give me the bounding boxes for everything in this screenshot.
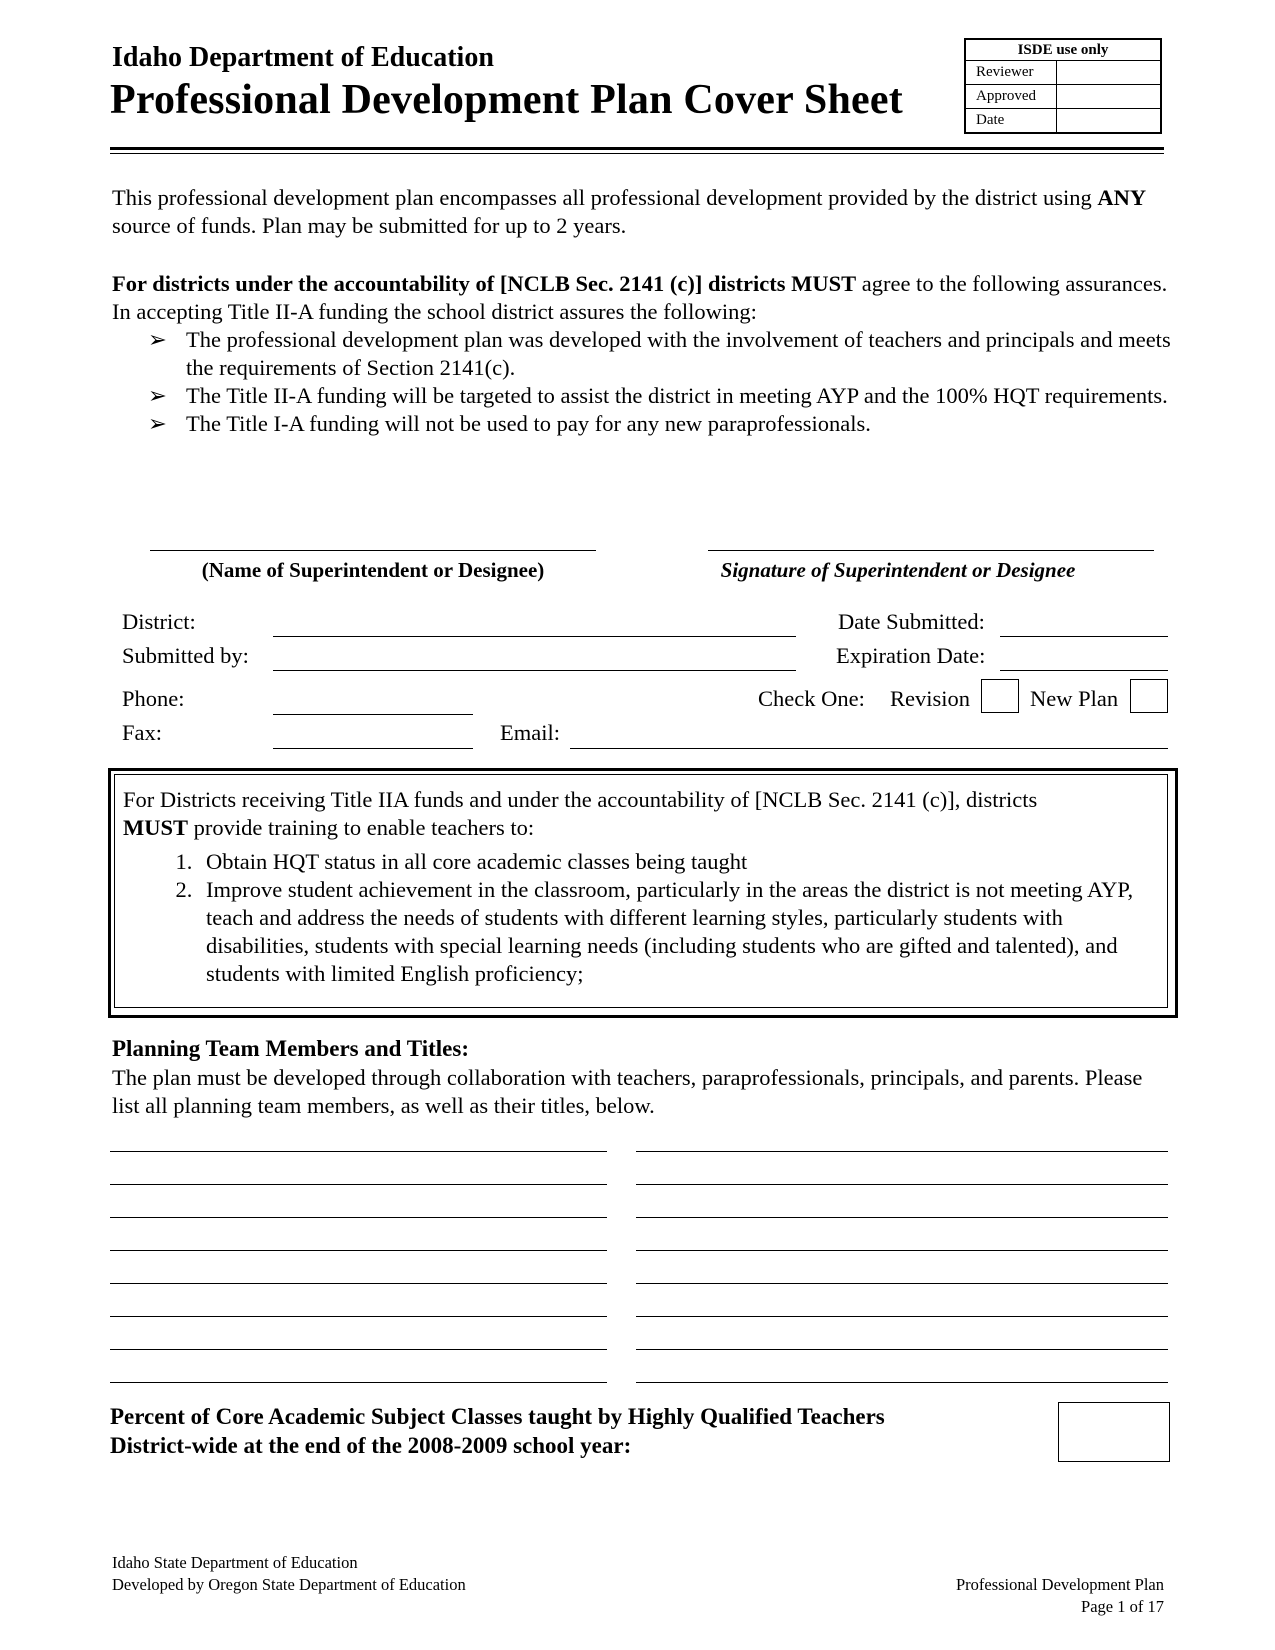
training-box-line2	[123, 814, 1163, 842]
footer-agency: Idaho State Department of Education	[112, 1553, 358, 1572]
assurance-text: The professional development plan was developed with the involvement of teachers and principals and meets the requirements of Section 2141(c).	[186, 327, 1171, 380]
arrow-bullet-icon: ➢	[148, 383, 167, 408]
hqt-percent-line2: District-wide at the end of the 2008-2009 school year:	[110, 1433, 632, 1458]
phone-label: Phone:	[122, 686, 185, 711]
team-title-line[interactable]	[636, 1316, 1168, 1317]
revision-label: Revision	[890, 686, 971, 711]
superintendent-name-line[interactable]	[150, 550, 596, 551]
assurance-text: The Title I-A funding will not be used to pay for any new paraprofessionals.	[186, 411, 871, 436]
team-member-line[interactable]	[110, 1250, 607, 1251]
footer-developed-by: Developed by Oregon State Department of Education	[112, 1575, 466, 1594]
assurances-section	[112, 270, 1172, 438]
district-label: District:	[122, 609, 196, 634]
assurances-lead	[112, 270, 1172, 298]
list-item	[148, 326, 1172, 382]
training-box	[123, 786, 1163, 988]
footer-left	[112, 1552, 466, 1596]
header-rule-thin	[110, 153, 1164, 154]
approved-field[interactable]	[1057, 85, 1162, 109]
date-submitted-label: Date Submitted:	[838, 609, 985, 634]
list-item	[148, 382, 1172, 410]
arrow-bullet-icon: ➢	[148, 327, 167, 352]
expiration-date-field[interactable]	[1000, 670, 1168, 671]
intro-emphasis: ANY	[1097, 185, 1147, 210]
reviewer-field[interactable]	[1057, 61, 1162, 85]
check-one-label: Check One:	[758, 686, 865, 711]
intro-paragraph	[112, 184, 1172, 240]
team-member-line[interactable]	[110, 1283, 607, 1284]
list-item: 2. Improve student achievement in the classroom, particularly in the areas the district is not meeting AYP, teach and address the needs of students with different learning styles, particularly students with disabilities, students with special learning needs (including students who are gifted and talented), and students with limited English proficiency;	[198, 876, 1163, 988]
assurance-text: The Title II-A funding will be targeted to assist the district in meeting AYP and the 100% HQT requirements.	[186, 383, 1168, 408]
list-item	[148, 410, 1172, 438]
team-member-line[interactable]	[110, 1349, 607, 1350]
team-title-line[interactable]	[636, 1184, 1168, 1185]
date-field[interactable]	[1057, 109, 1162, 134]
submitted-by-label: Submitted by:	[122, 643, 249, 668]
team-title-line[interactable]	[636, 1250, 1168, 1251]
expiration-date-label: Expiration Date:	[836, 643, 986, 668]
team-title-line[interactable]	[636, 1151, 1168, 1152]
fax-label: Fax:	[122, 720, 163, 745]
footer-right	[860, 1574, 1164, 1618]
name-caption: (Name of Superintendent or Designee)	[201, 558, 545, 582]
submitted-by-field[interactable]	[273, 670, 796, 671]
fax-field[interactable]	[273, 748, 473, 749]
phone-field[interactable]	[273, 714, 473, 715]
list-item: 1. Obtain HQT status in all core academic classes being taught	[198, 848, 1163, 876]
assurances-lead-bold: For districts under the accountability of [NCLB Sec. 2141 (c)] districts MUST	[112, 271, 857, 296]
department-name: Idaho Department of Education	[112, 42, 494, 73]
team-title-line[interactable]	[636, 1283, 1168, 1284]
team-member-line[interactable]	[110, 1382, 607, 1383]
email-label: Email:	[500, 720, 560, 745]
training-goals-list	[123, 848, 1163, 988]
planning-team-heading: Planning Team Members and Titles:	[112, 1036, 469, 1061]
team-member-line[interactable]	[110, 1151, 607, 1152]
district-field[interactable]	[273, 636, 796, 637]
reviewer-label: Reviewer	[965, 61, 1057, 85]
revision-checkbox[interactable]	[981, 679, 1019, 713]
must-emphasis: MUST	[123, 815, 189, 840]
team-member-line[interactable]	[110, 1184, 607, 1185]
page-title: Professional Development Plan Cover Sheet	[110, 77, 903, 123]
training-box-line2-rest: provide training to enable teachers to:	[188, 815, 535, 840]
planning-team-instructions: The plan must be developed through collaboration with teachers, paraprofessionals, principals, and parents. Please list all planning team members, as well as their titles, below.	[112, 1065, 1143, 1118]
intro-text-2: source of funds. Plan may be submitted for up to 2 years.	[112, 213, 627, 238]
isde-use-only-box	[964, 38, 1162, 134]
footer-doc-name: Professional Development Plan	[955, 1575, 1164, 1594]
training-box-line1: For Districts receiving Title IIA funds and under the accountability of [NCLB Sec. 2141 (c)], districts	[123, 787, 1038, 812]
hqt-percent-line1: Percent of Core Academic Subject Classes taught by Highly Qualified Teachers	[110, 1404, 885, 1429]
arrow-bullet-icon: ➢	[148, 411, 167, 436]
superintendent-signature-line[interactable]	[708, 550, 1154, 551]
footer-page-number: Page 1 of 17	[1081, 1597, 1164, 1616]
intro-text-1: This professional development plan encompasses all professional development provided by the district using	[112, 185, 1098, 210]
new-plan-checkbox[interactable]	[1130, 679, 1168, 713]
team-member-line[interactable]	[110, 1217, 607, 1218]
email-field[interactable]	[570, 748, 1168, 749]
team-title-line[interactable]	[636, 1217, 1168, 1218]
team-member-line[interactable]	[110, 1316, 607, 1317]
date-submitted-field[interactable]	[1000, 636, 1168, 637]
header-rule-thick	[110, 147, 1164, 150]
hqt-percent-input-box[interactable]	[1058, 1402, 1170, 1462]
assurances-list	[112, 326, 1172, 438]
assurances-intro-line: In accepting Title II-A funding the school district assures the following:	[112, 299, 757, 324]
assurances-lead-rest: agree to the following assurances.	[856, 271, 1168, 296]
approved-label: Approved	[965, 85, 1057, 109]
new-plan-label: New Plan	[1030, 686, 1119, 711]
hqt-percent-question	[110, 1402, 885, 1460]
date-label: Date	[965, 109, 1057, 134]
isde-box-heading: ISDE use only	[965, 39, 1161, 61]
team-title-line[interactable]	[636, 1382, 1168, 1383]
signature-caption: Signature of Superintendent or Designee	[720, 558, 1076, 582]
team-title-line[interactable]	[636, 1349, 1168, 1350]
